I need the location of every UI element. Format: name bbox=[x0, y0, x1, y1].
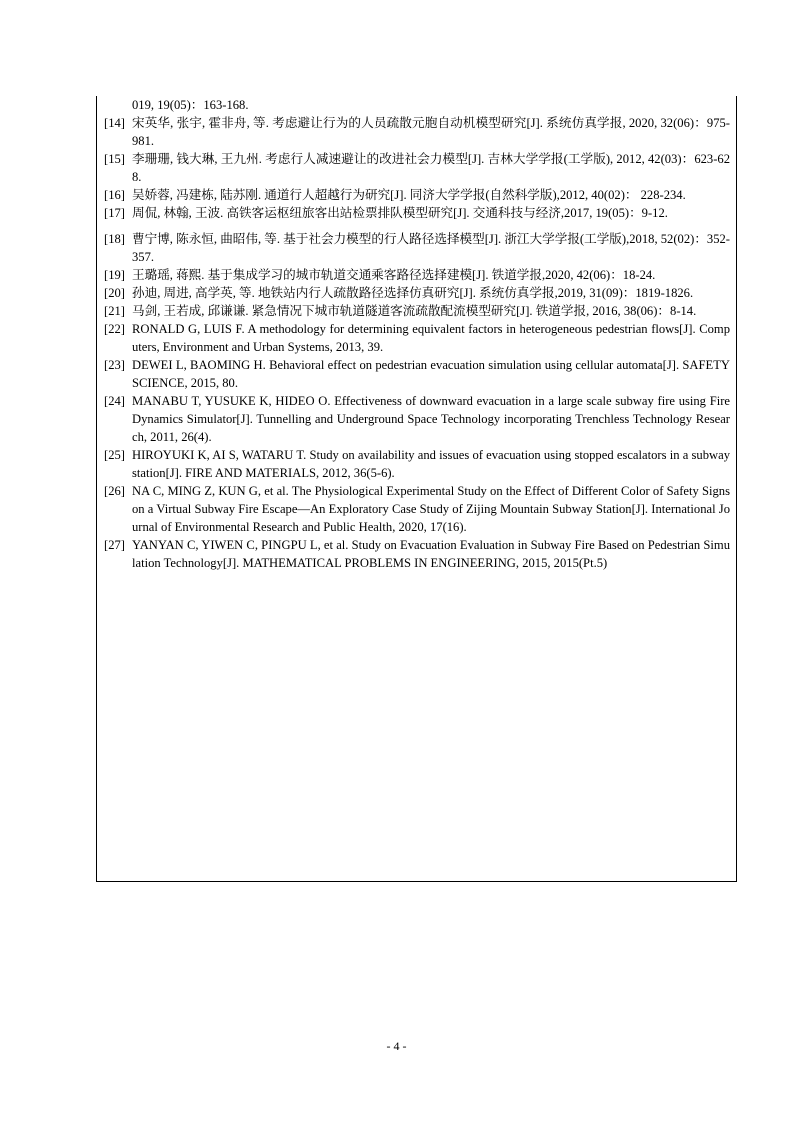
reference-24 bbox=[104, 392, 730, 446]
reference-continuation bbox=[104, 96, 730, 114]
reference-20 bbox=[104, 284, 730, 302]
reference-16 bbox=[104, 186, 730, 204]
reference-number: [16] bbox=[104, 188, 125, 202]
reference-23 bbox=[104, 356, 730, 392]
reference-25 bbox=[104, 446, 730, 482]
reference-text: 周侃, 林翰, 王波. 高铁客运枢纽旅客出站检票排队模型研究[J]. 交通科技与经济,2017, 19(05)：9-12. bbox=[132, 206, 668, 220]
reference-15 bbox=[104, 150, 730, 186]
reference-number: [22] bbox=[104, 322, 125, 336]
reference-21 bbox=[104, 302, 730, 320]
reference-number: [23] bbox=[104, 358, 125, 372]
reference-17 bbox=[104, 204, 730, 222]
reference-number: [19] bbox=[104, 268, 125, 282]
reference-list bbox=[104, 96, 730, 572]
reference-text: RONALD G, LUIS F. A methodology for determining equivalent factors in heterogeneous pedestrian flows[J]. Computers, Environment and Urban Systems, 2013, 39. bbox=[132, 322, 730, 354]
reference-text: MANABU T, YUSUKE K, HIDEO O. Effectiveness of downward evacuation in a large scale subway fire using Fire Dynamics Simulator[J]. Tunnelling and Underground Space Technology incorporating Trenchless Technology Research, 2011, 26(4). bbox=[132, 394, 730, 444]
reference-number: [15] bbox=[104, 152, 125, 166]
reference-text: 马剑, 王若成, 邱谦谦. 紧急情况下城市轨道隧道客流疏散配流模型研究[J]. 铁道学报, 2016, 38(06)：8-14. bbox=[132, 304, 697, 318]
reference-number: [25] bbox=[104, 448, 125, 462]
reference-text: 019, 19(05)：163-168. bbox=[132, 98, 249, 112]
reference-number: [20] bbox=[104, 286, 125, 300]
reference-number: [24] bbox=[104, 394, 125, 408]
page-number: - 4 - bbox=[386, 1039, 407, 1053]
reference-number: [14] bbox=[104, 116, 125, 130]
reference-text: DEWEI L, BAOMING H. Behavioral effect on pedestrian evacuation simulation using cellular automata[J]. SAFETY SCIENCE, 2015, 80. bbox=[132, 358, 730, 390]
reference-text: 曹宁博, 陈永恒, 曲昭伟, 等. 基于社会力模型的行人路径选择模型[J]. 浙江大学学报(工学版),2018, 52(02)：352-357. bbox=[132, 232, 730, 264]
reference-26 bbox=[104, 482, 730, 536]
reference-text: 孙迪, 周进, 高学英, 等. 地铁站内行人疏散路径选择仿真研究[J]. 系统仿真学报,2019, 31(09)：1819-1826. bbox=[132, 286, 694, 300]
reference-18 bbox=[104, 230, 730, 266]
reference-number: [27] bbox=[104, 538, 125, 552]
reference-text: 宋英华, 张宇, 霍非舟, 等. 考虑避让行为的人员疏散元胞自动机模型研究[J]. 系统仿真学报, 2020, 32(06)：975-981. bbox=[132, 116, 730, 148]
reference-14 bbox=[104, 114, 730, 150]
reference-number: [21] bbox=[104, 304, 125, 318]
reference-text: YANYAN C, YIWEN C, PINGPU L, et al. Study on Evacuation Evaluation in Subway Fire Based on Pedestrian Simulation Technology[J]. MATHEMATICAL PROBLEMS IN ENGINEERING, 2015, 2015(Pt.5) bbox=[132, 538, 730, 570]
reference-text: 王璐瑶, 蒋熙. 基于集成学习的城市轨道交通乘客路径选择建模[J]. 铁道学报,2020, 42(06)：18-24. bbox=[132, 268, 656, 282]
reference-text: 李珊珊, 钱大琳, 王九州. 考虑行人减速避让的改进社会力模型[J]. 吉林大学学报(工学版), 2012, 42(03)：623-628. bbox=[132, 152, 730, 184]
reference-text: HIROYUKI K, AI S, WATARU T. Study on availability and issues of evacuation using stopped escalators in a subway station[J]. FIRE AND MATERIALS, 2012, 36(5-6). bbox=[132, 448, 730, 480]
reference-19 bbox=[104, 266, 730, 284]
reference-number: [18] bbox=[104, 232, 125, 246]
reference-27 bbox=[104, 536, 730, 572]
reference-22 bbox=[104, 320, 730, 356]
reference-text: 吴娇蓉, 冯建栋, 陆苏刚. 通道行人超越行为研究[J]. 同济大学学报(自然科学版),2012, 40(02)： 228-234. bbox=[132, 188, 686, 202]
reference-text: NA C, MING Z, KUN G, et al. The Physiological Experimental Study on the Effect of Different Color of Safety Signs on a Virtual Subway Fire Escape—An Exploratory Case Study of Zijing Mountain Subway Station[J]. International Journal of Environmental Research and Public Health, 2020, 17(16). bbox=[132, 484, 730, 534]
reference-number: [26] bbox=[104, 484, 125, 498]
reference-number: [17] bbox=[104, 206, 125, 220]
